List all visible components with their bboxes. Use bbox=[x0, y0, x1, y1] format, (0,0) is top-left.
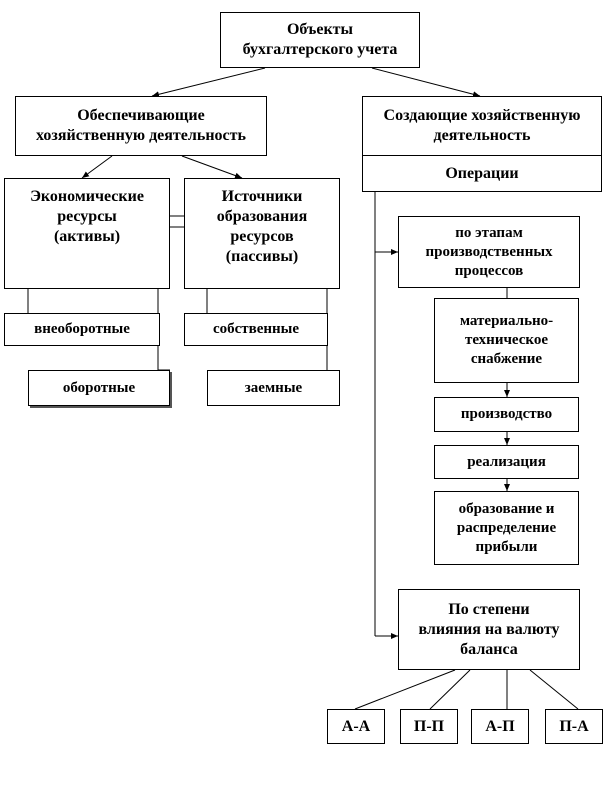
node-noncurrent-label: внеоборотные bbox=[34, 321, 130, 337]
node-creating-label: Создающие хозяйственную деятельность bbox=[383, 107, 581, 144]
node-sales bbox=[434, 445, 579, 479]
node-by-stages bbox=[398, 216, 580, 288]
node-supporting-label: Обеспечивающие хозяйственную деятельность bbox=[36, 107, 246, 144]
node-sources bbox=[184, 178, 340, 289]
node-ap bbox=[471, 709, 529, 744]
node-borrowed-label: заемные bbox=[244, 379, 303, 396]
node-pa bbox=[545, 709, 603, 744]
arrow-root-to-creating bbox=[372, 68, 480, 96]
node-production bbox=[434, 397, 579, 432]
node-root bbox=[220, 12, 420, 68]
node-root-label: Объекты бухгалтерского учета bbox=[242, 21, 398, 58]
node-noncurrent bbox=[4, 313, 160, 346]
node-sales-label: реализация bbox=[467, 453, 546, 470]
node-current-label: оборотные bbox=[62, 379, 136, 396]
arrow-supporting-to-resources bbox=[82, 156, 112, 178]
node-creating bbox=[362, 96, 602, 156]
node-economic-resources bbox=[4, 178, 170, 289]
node-own-label: собственные bbox=[212, 321, 300, 337]
node-sources-label: Источники образования ресурсов (пассивы) bbox=[216, 188, 308, 265]
node-profit-label: образование и распределение прибыли bbox=[456, 500, 557, 555]
node-supporting bbox=[15, 96, 267, 156]
node-by-stages-label: по этапам производственных процессов bbox=[425, 224, 553, 279]
node-supply-label: материально- техническое снабжение bbox=[459, 313, 554, 367]
node-production-label: производство bbox=[460, 406, 553, 422]
node-by-balance-label: По степени влияния на валюту баланса bbox=[418, 600, 560, 658]
node-operations bbox=[362, 155, 602, 192]
node-pp-label: П-П bbox=[413, 717, 445, 735]
node-current bbox=[28, 370, 170, 406]
node-aa-label: А-А bbox=[341, 717, 371, 735]
node-supply bbox=[434, 298, 579, 383]
arrow-supporting-to-sources bbox=[182, 156, 242, 178]
node-ap-label: А-П bbox=[485, 717, 515, 735]
node-pa-label: П-А bbox=[559, 717, 589, 735]
arrow-root-to-supporting bbox=[152, 68, 265, 96]
node-profit bbox=[434, 491, 579, 565]
node-operations-label: Операции bbox=[445, 164, 519, 182]
node-aa bbox=[327, 709, 385, 744]
node-by-balance bbox=[398, 589, 580, 670]
node-pp bbox=[400, 709, 458, 744]
node-economic-resources-label: Экономические ресурсы (активы) bbox=[30, 188, 144, 245]
node-own bbox=[184, 313, 328, 346]
node-borrowed bbox=[207, 370, 340, 406]
